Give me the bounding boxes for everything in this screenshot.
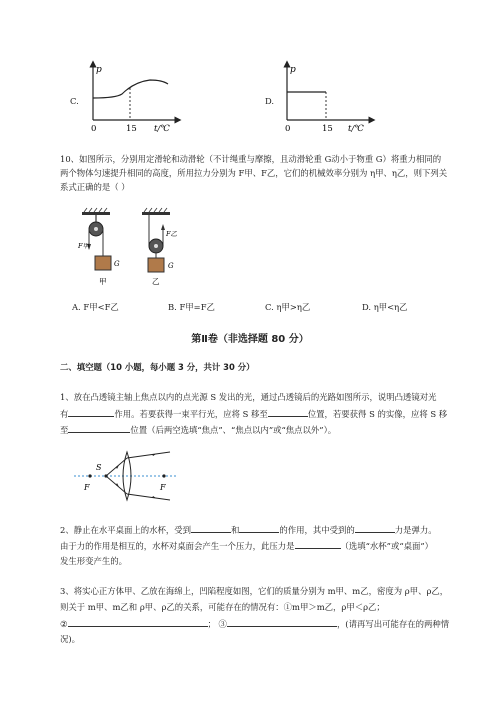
q2-blank-1[interactable] — [191, 522, 231, 533]
q9-option-c-graph — [82, 58, 182, 136]
q2-blank-4[interactable] — [295, 538, 341, 549]
yi-force-label: F乙 — [166, 230, 178, 238]
q3-blank-2[interactable] — [227, 616, 337, 627]
q3-line-2: 则关于 m甲、m乙和 ρ甲、ρ乙的关系，可能存在的情况有：①m甲＞m乙，ρ甲＜ρ乙； — [60, 602, 385, 612]
q10-option-b: B. F甲=F乙 — [168, 302, 215, 312]
q10-option-a: A. F甲<F乙 — [72, 302, 119, 312]
pulley-figure-yi — [136, 206, 196, 290]
q9-option-c-label: C. — [70, 96, 79, 106]
q10-option-c: C. η甲>η乙 — [265, 302, 311, 312]
q10-option-d: D. η甲<η乙 — [362, 302, 408, 312]
q9-option-d-graph — [276, 58, 376, 136]
yi-weight-label: G — [168, 262, 174, 270]
q2-line-2: 由于力的作用是相互的，水杯对桌面会产生一个压力，此压力是 （选填“水杯”或“桌面”） — [60, 538, 433, 553]
q9d-x-label: t/℃ — [348, 124, 364, 134]
jia-weight-label: G — [114, 260, 120, 268]
q2-blank-3[interactable] — [355, 522, 395, 533]
q9c-y-label: p — [96, 65, 102, 75]
q2-blank-2[interactable] — [239, 522, 279, 533]
jia-caption: 甲 — [99, 277, 107, 286]
q2-line-1: 2、静止在水平桌面上的水杯，受到 和 的作用，其中受到的 力是弹力。 — [60, 522, 437, 537]
jia-force-label: F甲 — [78, 242, 90, 250]
q1-line-1: 1、放在凸透镜主轴上焦点以内的点光源 S 发出的光，通过凸透镜后的光路如图所示，说明凸透镜对光 — [60, 392, 437, 402]
q1-blank-1[interactable] — [68, 406, 114, 417]
q1-line-2: 有 作用。若要获得一束平行光，应将 S 移至 位置，若要获得 S 的实像，应将 S 移 — [60, 406, 447, 421]
q10-line-2: 两个物体匀速提升相同的高度，所用拉力分别为 F甲、F乙，它们的机械效率分别为 η甲、η乙，则下列关 — [60, 168, 448, 178]
q1-blank-3[interactable] — [68, 422, 130, 433]
part-2-title: 二、填空题（10 小题，每小题 3 分，共计 30 分） — [60, 362, 255, 372]
q10-line-1: 10、如图所示，分别用定滑轮和动滑轮（不计绳重与摩擦，且动滑轮重 G动小于物重 G）将重力相同的 — [60, 154, 442, 164]
yi-caption: 乙 — [152, 277, 160, 286]
q9c-origin: 0 — [91, 124, 97, 134]
lens-source-label: S — [96, 463, 102, 472]
q9d-tick: 15 — [322, 124, 333, 134]
q9d-origin: 0 — [285, 124, 291, 134]
q2-line-3: 发生形变产生的。 — [60, 556, 127, 566]
lens-focus-right: F — [160, 483, 166, 492]
q3-line-4: 况)。 — [60, 634, 81, 644]
q3-line-1: 3、将实心正方体甲、乙放在海绵上，凹陷程度如图，它们的质量分别为 m甲、m乙，密度为 ρ甲、ρ乙， — [60, 586, 449, 596]
q9-option-d-label: D. — [265, 96, 275, 106]
q3-blank-1[interactable] — [68, 616, 208, 627]
q9d-y-label: p — [290, 65, 296, 75]
convex-lens-diagram — [72, 448, 182, 504]
q1-blank-2[interactable] — [268, 406, 308, 417]
pulley-figure-jia — [76, 206, 132, 290]
section-2-title: 第Ⅱ卷（非选择题 80 分） — [191, 334, 309, 345]
q9c-tick: 15 — [126, 124, 137, 134]
q10-line-3: 系式正确的是（ ） — [60, 182, 130, 192]
q3-line-3: ② ； ③ ，(请再写出可能存在的两种情 — [60, 616, 449, 631]
lens-focus-left: F — [84, 483, 90, 492]
q9c-x-label: t/℃ — [154, 124, 170, 134]
q1-line-3: 至 位置（后两空选填“焦点”、“焦点以内”或“焦点以外”）。 — [60, 422, 336, 437]
